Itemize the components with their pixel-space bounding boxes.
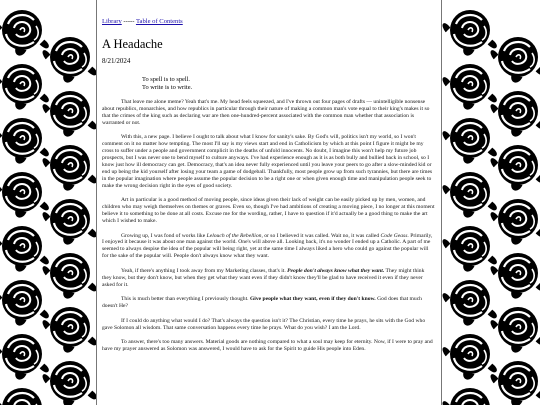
rose-icon: [443, 172, 496, 217]
rose-icon: [491, 37, 540, 82]
rose-icon: [443, 10, 496, 55]
table-of-contents-link[interactable]: Table of Contents: [135, 18, 183, 25]
paragraph-text: This is much better than everything I previously thought.: [121, 296, 250, 303]
content-page: [96, 0, 442, 405]
epigraph-line: To spell is to spell.: [142, 76, 191, 83]
paragraph: That leave me alone meme? Yeah that's me. My head feels squeezed, and I've thrown out four pages of drafts — unintelligible nonsense about republics, monarchies, and how republics in particular through their nature of making a common man's vote equal to their king's makes it so that the crimes of the king such as declaring war are then one-hundred-percent associated with the common man whether that association is warranted or not.: [102, 99, 430, 126]
rose-icon: [43, 145, 96, 190]
title-reference: Code Geass: [380, 232, 408, 239]
nav-separator: -----: [121, 18, 136, 25]
rose-icon: [0, 64, 48, 109]
paragraph-text: , or so I believed it was called. Wait no, it was called: [261, 232, 381, 239]
paragraph-text: They might think they know, but they don't know, but when they get what they want even if they didn't know they'll be glad to have received it even if they never asked for it.: [102, 267, 425, 288]
epigraph: [142, 76, 435, 92]
rose-icon: [43, 253, 96, 298]
rose-icon: [491, 91, 540, 136]
rose-icon: [43, 199, 96, 244]
rose-icon: [491, 253, 540, 298]
paragraph-text: God does that much doesn't He?: [102, 296, 422, 310]
rose-icon: [0, 226, 48, 271]
paragraph: With this, a new page. I believe I ought to talk about what I know for sanity's sake. By God's will, politics isn't my world, so I won't comment on it no matter how tempting. The most I'll say is my views start and end in Catholicism by which at this point I figure it might be my cross to suffer under a people and government complicit in the deaths of unfold innocents. No doubt, I imagine this won't help my future job prospects, but I was never one to bend myself to culture anyways. I've had experience enough as it is as both bully and bullied back in school, so I know just how ill democracy can get. Democracy, that's an idea never fully experienced until you leave your peers to go after a slow-minded kid or end up being the kid yourself after losing your team a game of dodgeball. Thankfully, most people grow up from such tyrannies, but there are times in the popular imagination where people assume the popular decision to be a right one or when given enough time and manipulation people seek to make the wrong decision right in the eyes of good society.: [102, 134, 433, 189]
emphasized-text: People don't always know what they want.: [287, 267, 385, 274]
paragraph: To answer, there's too many answers. Material goods are nothing compared to what a soul may keep for eternity. Now, if I were to pray and have my prayer answered as Solomon was answered, I would have to ask for the Spirit to guide His people into Eden.: [102, 339, 433, 352]
post-date: 8/21/2024: [102, 57, 131, 65]
rose-icon: [491, 145, 540, 190]
rose-icon: [443, 64, 496, 109]
rose-icon: [43, 91, 96, 136]
rose-icon: [0, 172, 48, 217]
paragraph: [102, 268, 435, 289]
rose-icon: [0, 334, 48, 379]
rose-icon: [0, 10, 48, 55]
rose-icon: [0, 280, 48, 325]
page-title: A Headache: [102, 37, 163, 51]
rose-icon: [443, 226, 496, 271]
rose-icon: [491, 307, 540, 352]
rose-icon: [443, 388, 496, 405]
paragraph: [102, 233, 435, 261]
rose-icon: [443, 334, 496, 379]
paragraph-text: Growing up, I was fond of works like: [121, 232, 207, 239]
paragraph-text: Yeah, if there's anything I took away from my Marketing classes, that's it.: [121, 267, 288, 274]
rose-icon: [43, 37, 96, 82]
paragraph: [102, 296, 435, 310]
rose-icon: [491, 199, 540, 244]
paragraph: Art in particular is a good method of moving people, since ideas given their lack of weight can be easily picked up by men, women, and children who may weigh themselves on themes or graves. Even so, though I've had ambitions of creating a moving piece, I no longer at this moment believe it to something to be done at all costs. Excuse me for the wording, rather, I have to question if it'd actually be a good thing to make the art which I wished to make.: [102, 197, 435, 225]
paragraph-text: . Primarily, I enjoyed it because it was about one man against the world. One's will above all. Looking back, it's no wonder I ended up a Catholic. A part of me seemed to always despise the idea of the popular will being right, yet at the same time I always liked a hero who could go against the popular will for the sake of the popular will. People don't always know what they want.: [102, 232, 433, 260]
rose-icon: [443, 280, 496, 325]
title-reference: Lelouch of the Rebellion: [206, 232, 262, 239]
rose-icon: [0, 118, 48, 163]
rose-icon: [0, 388, 48, 405]
paragraph: If I could do anything what would I do? That's always the question isn't it? The Christian, every time he prays, he sits with the God who gave Solomon all wisdom. That same conversation happens every time he prays. What do you wish? I am the Lord.: [102, 317, 426, 331]
rose-icon: [43, 361, 96, 405]
library-link[interactable]: Library: [102, 18, 122, 25]
epigraph-line: To write is to write.: [142, 84, 193, 91]
bold-text: Give people what they want, even if they don't know.: [249, 296, 376, 303]
breadcrumb: [102, 18, 435, 25]
rose-icon: [491, 361, 540, 405]
rose-icon: [443, 118, 496, 163]
rose-icon: [43, 307, 96, 352]
